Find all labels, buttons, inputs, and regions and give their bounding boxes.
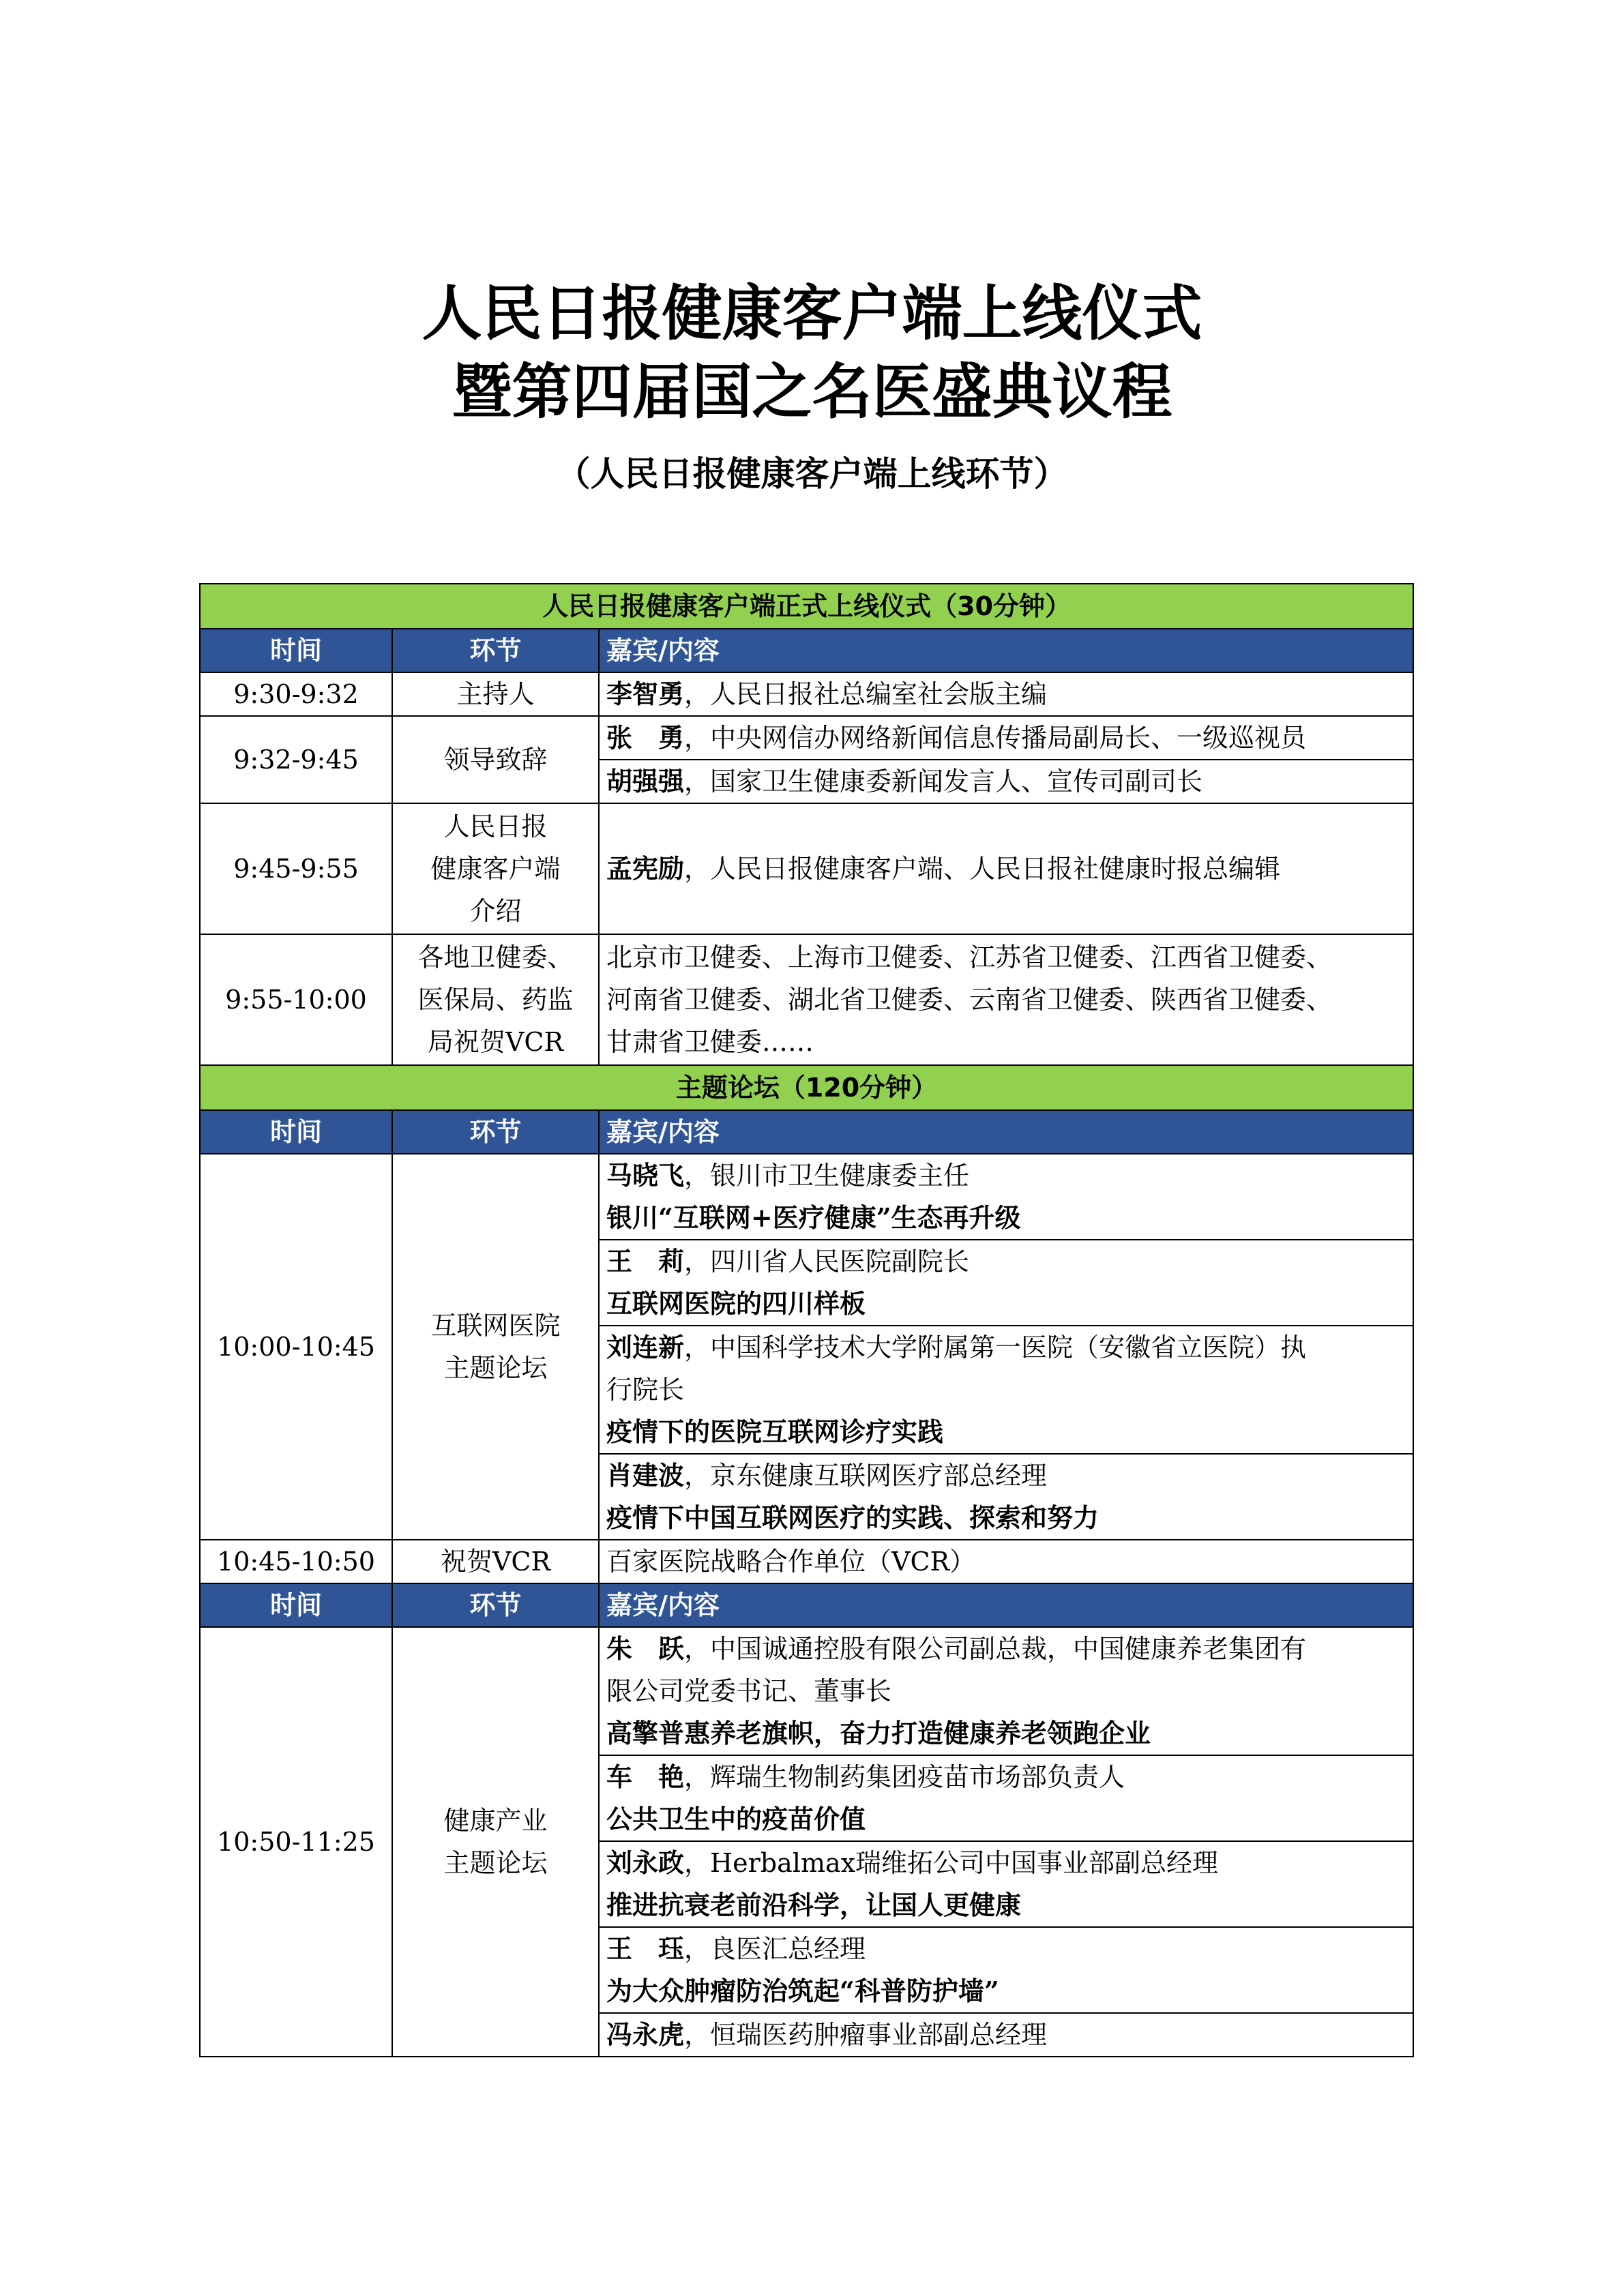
guest-name: 胡强强 [606, 766, 685, 796]
speaker-title: ，辉瑞生物制药集团疫苗市场部负责人 [684, 1762, 1125, 1792]
speaker-title: ，中国诚通控股有限公司副总裁，中国健康养老集团有 [684, 1634, 1307, 1664]
guest-cell [599, 716, 1413, 760]
speaker-cell [599, 1454, 1413, 1540]
speaker-cell [599, 1755, 1413, 1841]
segment-line: 局祝贺VCR [427, 1027, 564, 1057]
time-cell: 10:00-10:45 [200, 1154, 392, 1540]
speaker-cell [599, 1326, 1413, 1454]
section-title: 人民日报健康客户端正式上线仪式（30分钟） [200, 584, 1413, 629]
segment-cell: 主持人 [392, 672, 599, 716]
table-row [200, 1540, 1413, 1583]
table-row [200, 1154, 1413, 1240]
table-row [200, 1627, 1413, 1755]
speaker-name: 车 艳 [606, 1761, 685, 1792]
speaker-cell [599, 1927, 1413, 2013]
speaker-cell [599, 2013, 1413, 2057]
speaker-line [606, 1756, 1406, 1798]
speaker-title-cont: 行院长 [606, 1375, 685, 1405]
speech-topic: 高擎普惠养老旗帜，奋力打造健康养老领跑企业 [606, 1718, 1151, 1748]
header-guest: 嘉宾/内容 [599, 629, 1413, 672]
guest-cell [599, 672, 1413, 716]
guest-title: ，国家卫生健康委新闻发言人、宣传司副司长 [684, 766, 1203, 796]
segment-line: 医保局、药监 [417, 985, 574, 1015]
table-row [200, 934, 1413, 1065]
guest-title: ，人民日报社总编室社会版主编 [684, 679, 1048, 709]
speaker-name: 刘永政 [606, 1847, 685, 1878]
segment-cell [392, 1627, 599, 2057]
speaker-line [606, 1628, 1406, 1670]
speaker-name: 冯永虎 [606, 2019, 685, 2050]
section-header [200, 1065, 1413, 1110]
column-header-row [200, 629, 1413, 672]
speaker-line [606, 1240, 1406, 1283]
speaker-name: 王 莉 [606, 1246, 685, 1277]
time-cell: 9:30-9:32 [200, 672, 392, 716]
speaker-cell [599, 1240, 1413, 1326]
time-cell: 10:45-10:50 [200, 1540, 392, 1583]
segment-cell: 领导致辞 [392, 716, 599, 803]
header-time: 时间 [200, 1110, 392, 1154]
speech-topic: 疫情下的医院互联网诊疗实践 [606, 1416, 944, 1447]
speaker-title: ，恒瑞医药肿瘤事业部副总经理 [684, 2020, 1048, 2050]
agenda-table [199, 583, 1414, 2057]
segment-cell [392, 1154, 599, 1540]
speech-topic: 公共卫生中的疫苗价值 [606, 1804, 866, 1834]
speaker-title: ，良医汇总经理 [684, 1934, 866, 1964]
speaker-cell [599, 1627, 1413, 1755]
speaker-line [606, 2014, 1406, 2056]
speaker-title: ，京东健康互联网医疗部总经理 [684, 1461, 1048, 1491]
speaker-line [606, 1455, 1406, 1497]
guest-cell [599, 760, 1413, 803]
speaker-line [606, 1326, 1406, 1369]
time-cell: 9:45-9:55 [200, 803, 392, 934]
segment-cell: 祝贺VCR [392, 1540, 599, 1583]
segment-line: 人民日报 [443, 811, 548, 841]
speaker-title: ，四川省人民医院副院长 [684, 1247, 970, 1277]
guest-cell [599, 803, 1413, 934]
section-header [200, 584, 1413, 629]
segment-line: 介绍 [469, 896, 522, 926]
document-title-line2: 暨第四届国之名医盛典议程 [452, 357, 1172, 427]
column-header-row [200, 1583, 1413, 1627]
speech-topic: 为大众肿瘤防治筑起“科普防护墙” [606, 1976, 999, 2006]
speaker-name: 马晓飞 [606, 1160, 685, 1191]
header-time: 时间 [200, 629, 392, 672]
segment-line: 健康客户端 [430, 854, 561, 884]
document-title-line1: 人民日报健康客户端上线仪式 [422, 278, 1202, 348]
segment-cell [392, 934, 599, 1065]
speaker-title: ，中国科学技术大学附属第一医院（安徽省立医院）执 [684, 1332, 1307, 1362]
segment-line: 健康产业 [443, 1806, 548, 1836]
table-row [200, 672, 1413, 716]
guest-name: 李智勇 [606, 679, 685, 709]
speech-topic: 推进抗衰老前沿科学，让国人更健康 [606, 1890, 1022, 1920]
speaker-title: ，Herbalmax瑞维拓公司中国事业部副总经理 [684, 1848, 1219, 1878]
table-row [200, 803, 1413, 934]
speaker-title-cont: 限公司党委书记、董事长 [606, 1676, 892, 1706]
segment-cell [392, 803, 599, 934]
header-segment: 环节 [392, 629, 599, 672]
column-header-row [200, 1110, 1413, 1154]
speaker-name: 刘连新 [606, 1332, 685, 1362]
header-segment: 环节 [392, 1110, 599, 1154]
segment-line: 互联网医院 [430, 1311, 561, 1341]
speaker-cell [599, 1154, 1413, 1240]
header-segment: 环节 [392, 1583, 599, 1627]
content-line: 甘肃省卫健委…… [606, 1027, 814, 1057]
speech-topic: 互联网医院的四川样板 [606, 1288, 866, 1319]
time-cell: 9:32-9:45 [200, 716, 392, 803]
speaker-line [606, 1842, 1406, 1884]
guest-title: ，中央网信办网络新闻信息传播局副局长、一级巡视员 [684, 723, 1307, 753]
guest-title: ，人民日报健康客户端、人民日报社健康时报总编辑 [684, 854, 1281, 884]
time-cell: 10:50-11:25 [200, 1627, 392, 2057]
speaker-name: 肖建波 [606, 1460, 685, 1491]
header-guest: 嘉宾/内容 [599, 1110, 1413, 1154]
header-time: 时间 [200, 1583, 392, 1627]
segment-line: 主题论坛 [443, 1848, 548, 1878]
speaker-name: 王 珏 [606, 1933, 685, 1964]
guest-name: 孟宪励 [606, 853, 685, 884]
content-cell: 百家医院战略合作单位（VCR） [599, 1540, 1413, 1583]
content-line: 北京市卫健委、上海市卫健委、江苏省卫健委、江西省卫健委、 [606, 942, 1333, 972]
speaker-line [606, 1928, 1406, 1970]
segment-line: 各地卫健委、 [417, 942, 574, 972]
speech-topic: 疫情下中国互联网医疗的实践、探索和努力 [606, 1502, 1099, 1533]
header-guest: 嘉宾/内容 [599, 1583, 1413, 1627]
document-subtitle: （人民日报健康客户端上线环节） [556, 454, 1068, 494]
section-title: 主题论坛（120分钟） [200, 1065, 1413, 1110]
guest-name: 张 勇 [606, 722, 685, 753]
speech-topic: 银川“互联网+医疗健康”生态再升级 [606, 1202, 1021, 1233]
speaker-name: 朱 跃 [606, 1633, 685, 1664]
speaker-cell [599, 1841, 1413, 1927]
speaker-title: ，银川市卫生健康委主任 [684, 1161, 970, 1191]
content-line: 河南省卫健委、湖北省卫健委、云南省卫健委、陕西省卫健委、 [606, 985, 1333, 1015]
guest-cell [599, 934, 1413, 1065]
speaker-line [606, 1154, 1406, 1197]
time-cell: 9:55-10:00 [200, 934, 392, 1065]
segment-line: 主题论坛 [443, 1353, 548, 1383]
table-row [200, 716, 1413, 760]
